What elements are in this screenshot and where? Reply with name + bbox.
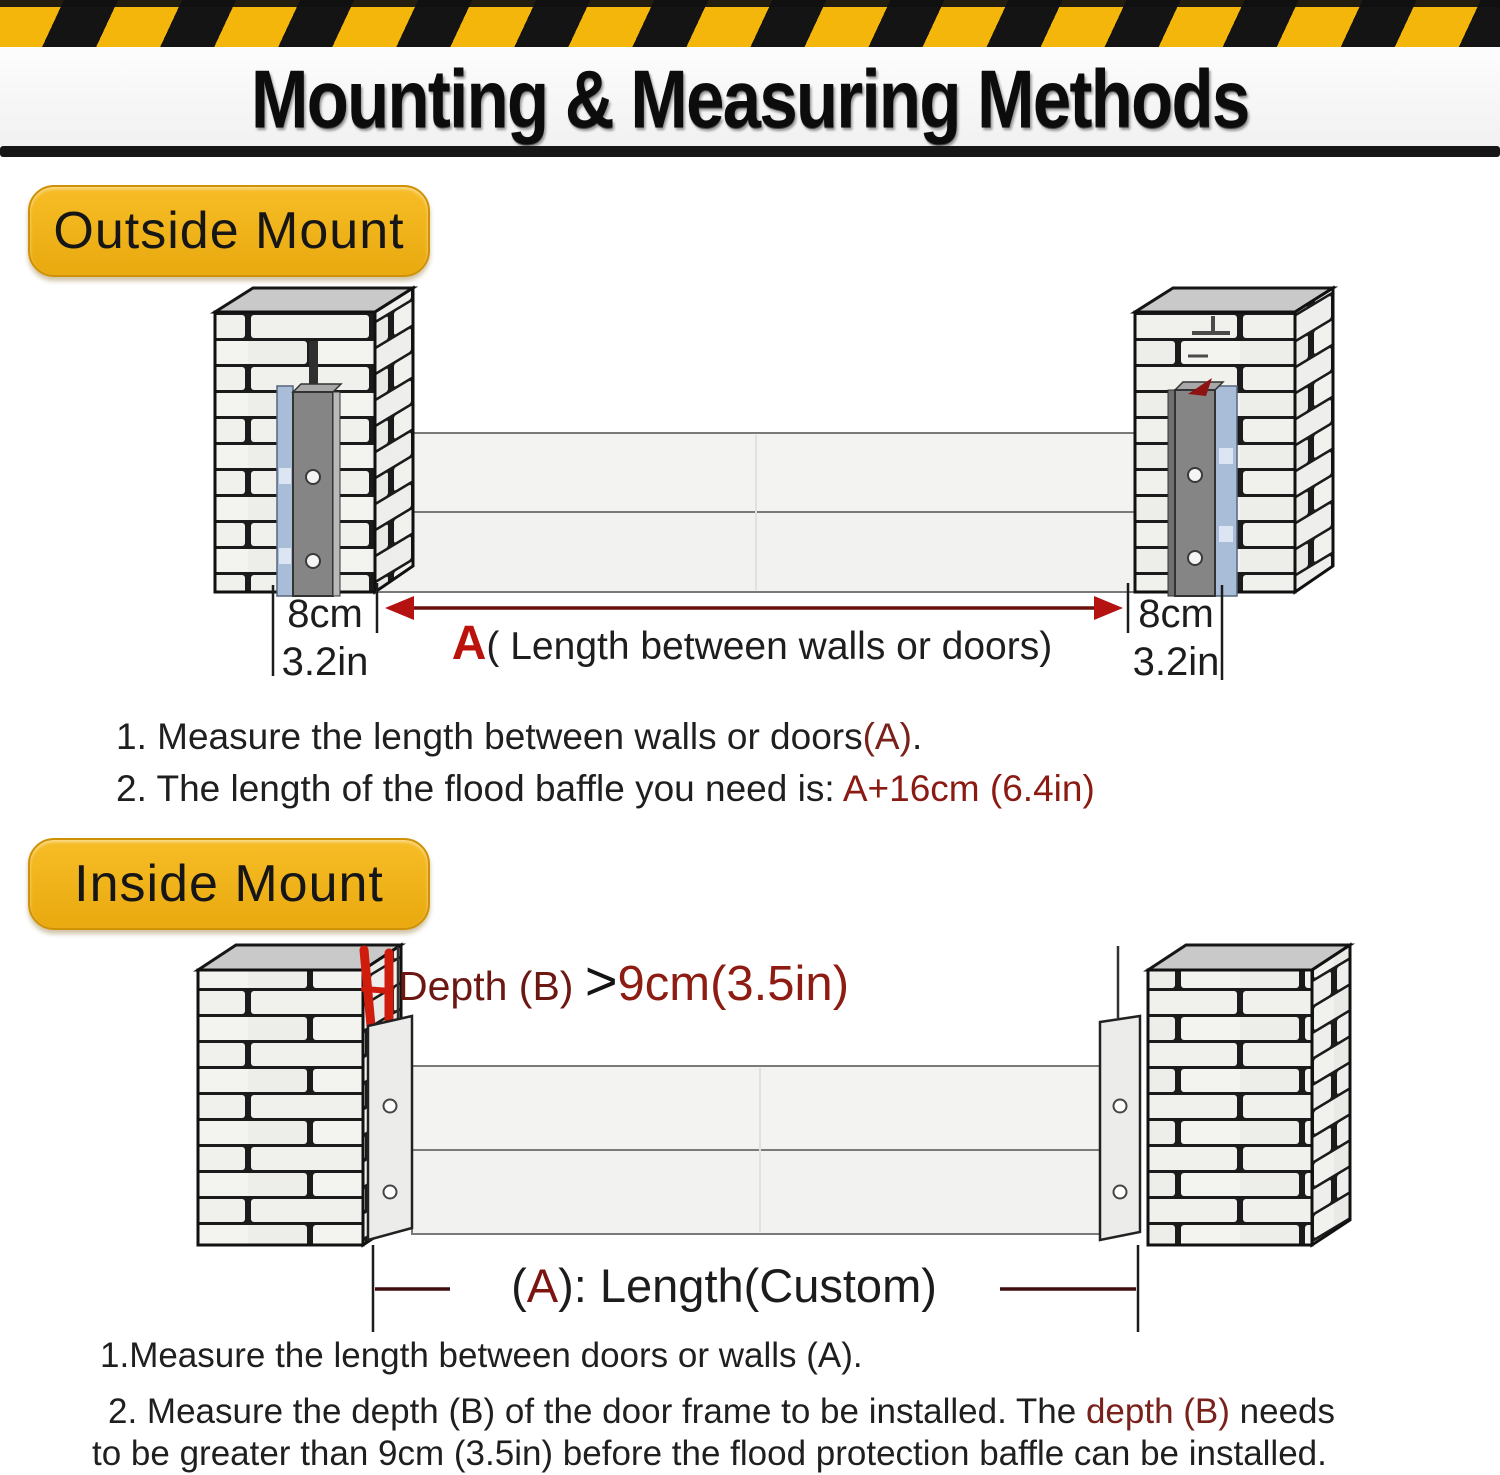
inside-mount-badge-label: Inside Mount xyxy=(74,855,384,913)
screw-hole xyxy=(1114,1100,1127,1113)
length-a-label xyxy=(386,616,1118,671)
length-a-letter: A xyxy=(451,617,487,670)
inside-step-1: 1.Measure the length between doors or walls (A). xyxy=(100,1336,863,1375)
left-mounting-channel xyxy=(277,384,341,596)
inside-step-2-line1: 2. Measure the depth (B) of the door frame to be installed. The depth (B) needs xyxy=(108,1392,1336,1431)
outside-mount-badge-label: Outside Mount xyxy=(53,202,405,260)
screw-hole xyxy=(384,1186,397,1199)
hazard-stripe-band xyxy=(0,0,1500,47)
left-seal-rail xyxy=(277,386,293,596)
right-offset-in-label: 3.2in xyxy=(1132,640,1220,684)
right-mounting-plate xyxy=(1100,946,1140,1240)
depth-requirement-label: Depth (B) >9cm(3.5in) xyxy=(398,949,850,1012)
inside-step-2-line2: to be greater than 9cm (3.5in) before the flood protection baffle can be installed. xyxy=(92,1434,1327,1473)
header-divider xyxy=(0,146,1500,157)
outside-step-2: 2. The length of the flood baffle you need is: A+16cm (6.4in) xyxy=(116,768,1095,809)
page-title: Mounting & Measuring Methods xyxy=(251,54,1249,145)
left-mounting-plate xyxy=(368,1016,412,1240)
outside-mount-badge xyxy=(28,185,430,277)
screw-hole xyxy=(1114,1186,1127,1199)
inside-mount-badge xyxy=(28,838,430,930)
screw-hole xyxy=(1188,551,1202,565)
screw-hole xyxy=(384,1100,397,1113)
screw-hole xyxy=(306,470,320,484)
left-offset-in-label: 3.2in xyxy=(281,640,369,684)
right-brick-pillar-inside xyxy=(1148,945,1350,1245)
left-offset-cm-label: 8cm xyxy=(287,592,363,636)
flood-barrier-panels-inside xyxy=(412,1066,1100,1234)
right-seal-rail xyxy=(1215,386,1237,596)
custom-length-label: (A): Length(Custom) xyxy=(511,1259,937,1312)
right-mounting-channel xyxy=(1168,378,1237,596)
outside-step-1: 1. Measure the length between walls or doors(A). xyxy=(116,716,923,757)
screw-hole xyxy=(1188,468,1202,482)
flood-barrier-panels xyxy=(337,433,1175,592)
hazard-top-border xyxy=(0,0,1500,7)
title-band xyxy=(0,47,1500,146)
right-offset-cm-label: 8cm xyxy=(1138,592,1214,636)
screw-hole xyxy=(306,554,320,568)
length-a-text: ( Length between walls or doors) xyxy=(486,625,1053,668)
